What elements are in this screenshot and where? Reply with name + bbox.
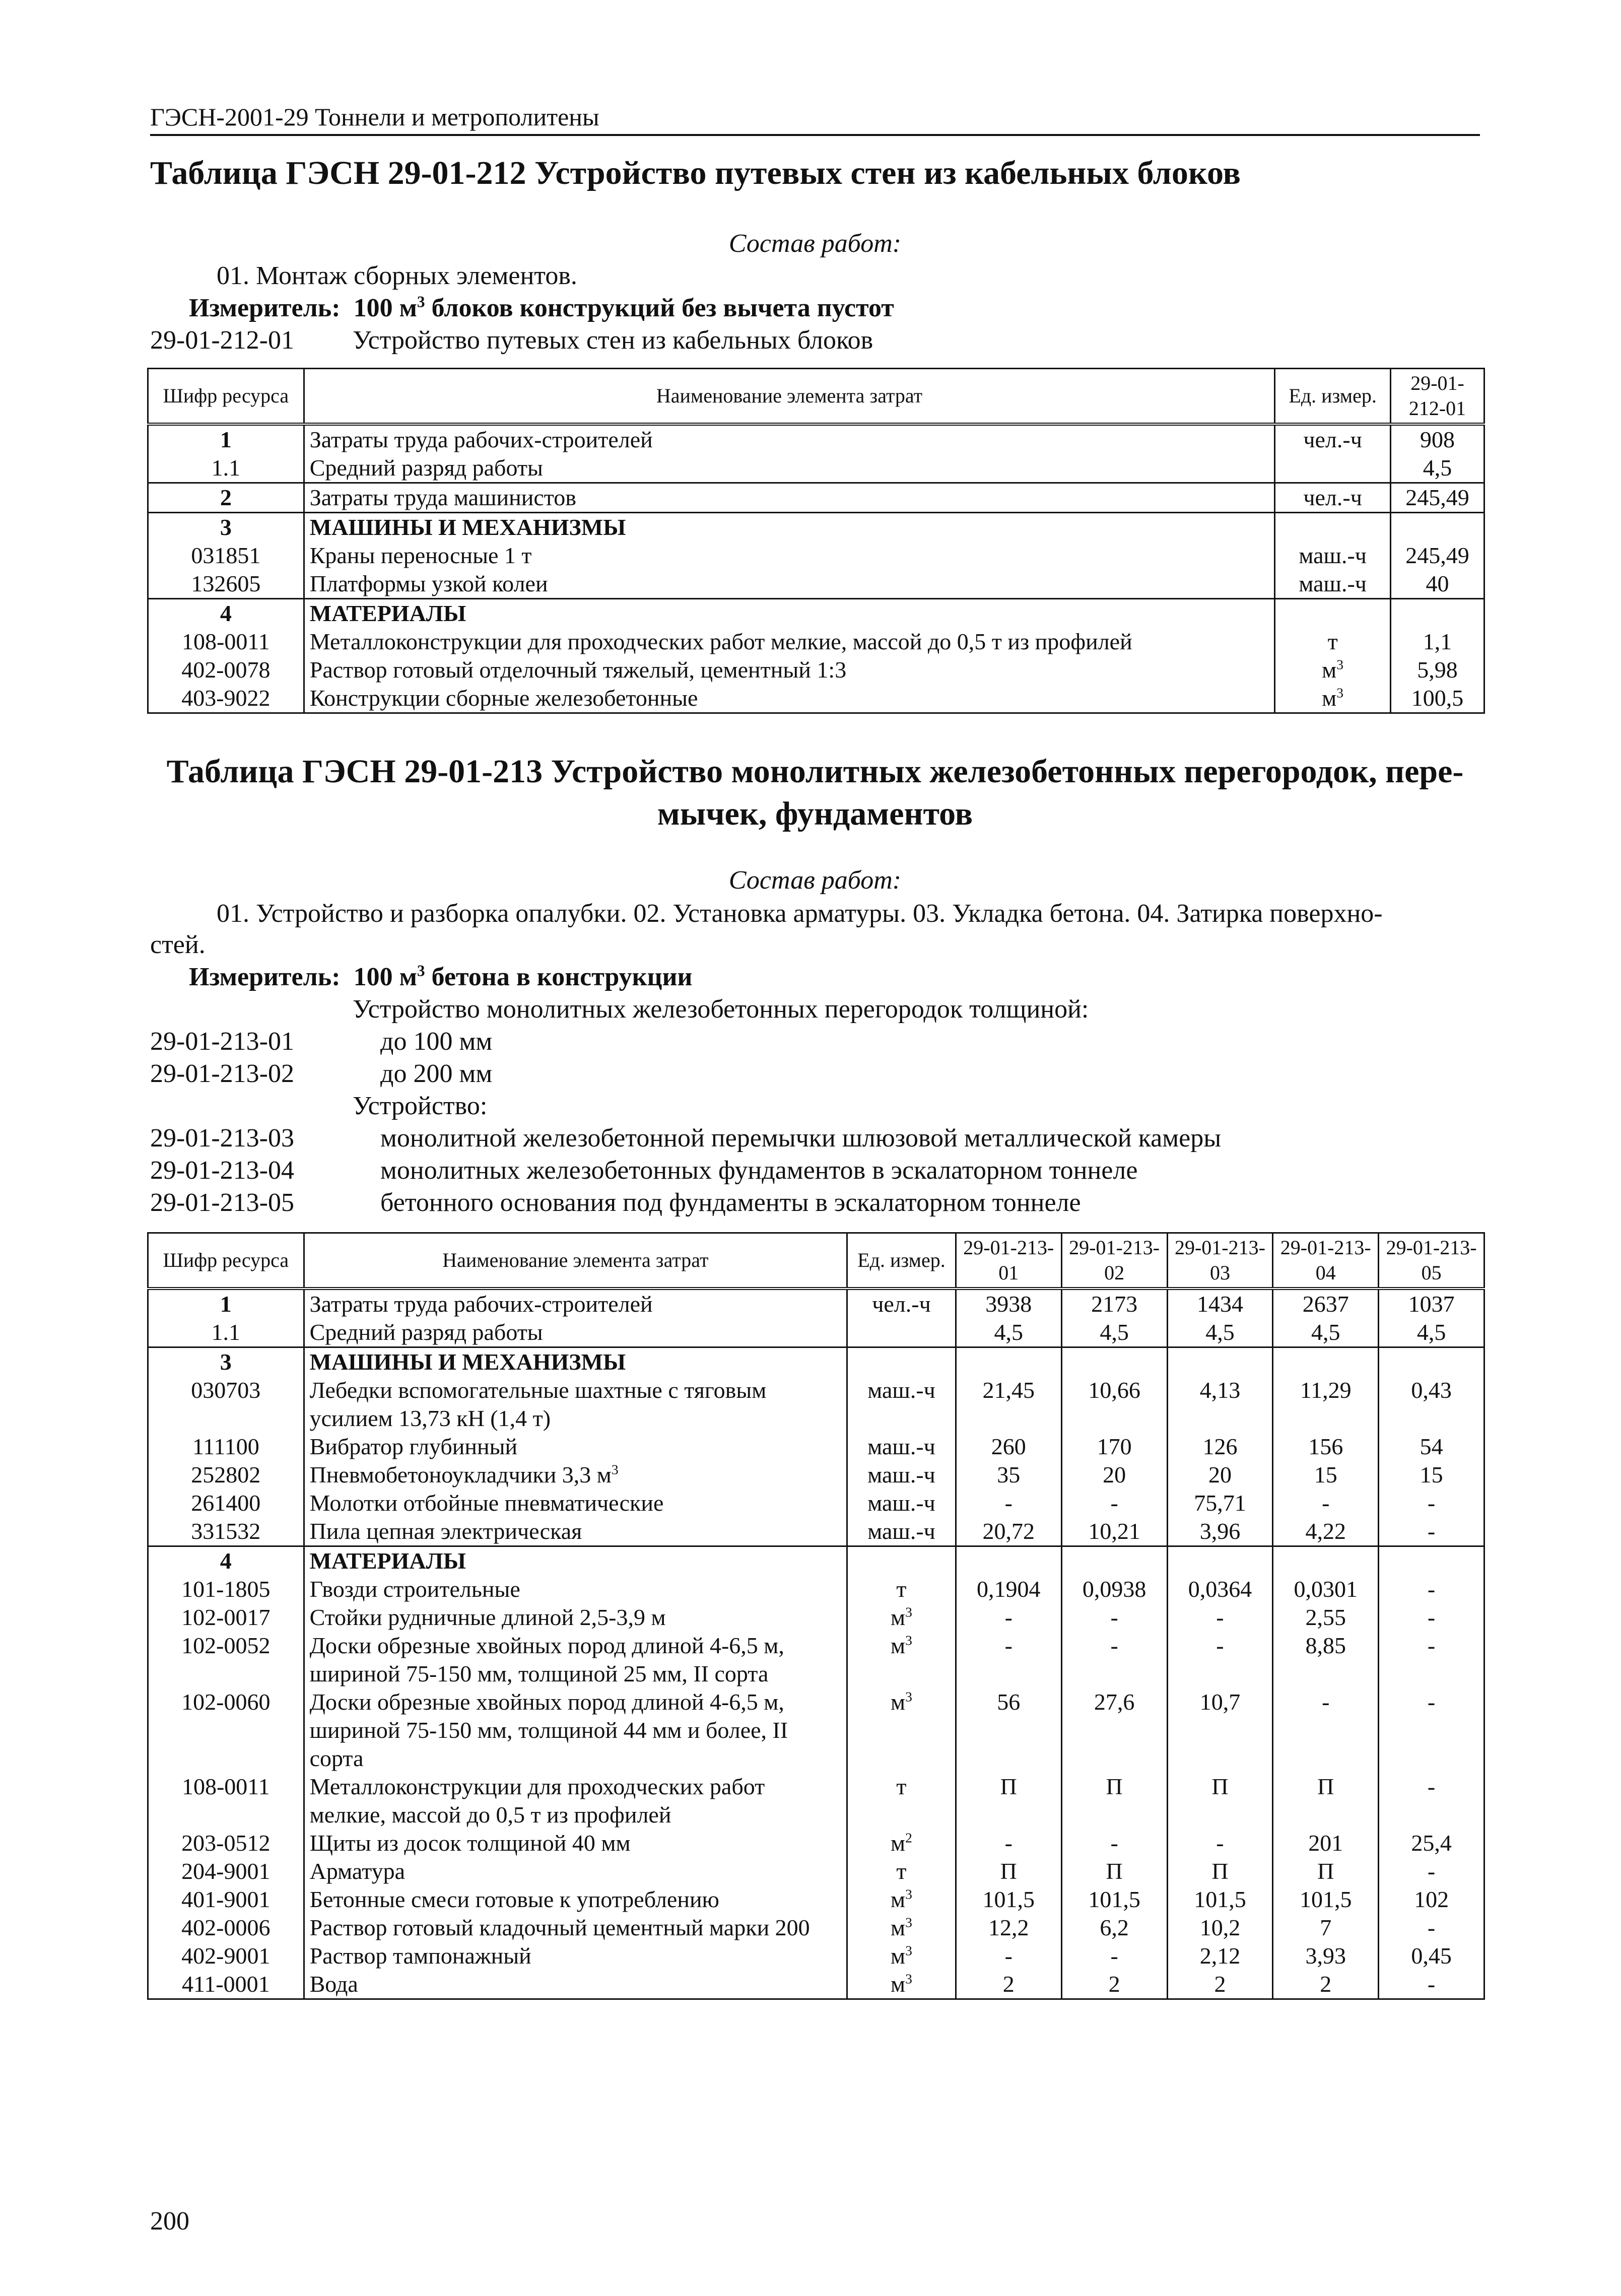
table1-sostav-label: Состав работ:	[728, 229, 902, 258]
resource-value: 12,2	[956, 1914, 1061, 1942]
resource-name: Затраты труда машинистов	[304, 483, 1274, 512]
resource-value: 4,5	[956, 1318, 1061, 1347]
resource-value: -	[1061, 1942, 1167, 1970]
unit-exponent: 3	[905, 1604, 912, 1620]
resource-name: Пила цепная электрическая	[304, 1517, 847, 1546]
table2-v4-code: 29-01-213-04	[150, 1156, 294, 1185]
resource-value: 0,0364	[1167, 1575, 1273, 1603]
table-row	[148, 1376, 1484, 1433]
resource-value: 4,5	[1167, 1318, 1273, 1347]
table2-v3-name: монолитной железобетонной перемычки шлюзовой металлической камеры	[380, 1124, 1222, 1153]
resource-name: Щиты из досок толщиной 40 мм	[304, 1829, 847, 1857]
resource-unit: маш.-ч	[847, 1461, 956, 1489]
resource-value: -	[1379, 1914, 1484, 1942]
resource-value: 11,29	[1273, 1376, 1379, 1433]
resource-value: П	[956, 1857, 1061, 1885]
resource-code: 101-1805	[148, 1575, 304, 1603]
t2-header-c1: 29-01-213-01	[956, 1233, 1061, 1289]
table-row	[148, 1942, 1484, 1970]
running-header: ГЭСН-2001-29 Тоннели и метрополитены	[150, 101, 1480, 136]
resource-code: 401-9001	[148, 1885, 304, 1914]
resource-value: 10,7	[1167, 1688, 1273, 1773]
table-row	[148, 1318, 1484, 1347]
resource-name: Средний разряд работы	[304, 454, 1274, 483]
table-row	[148, 512, 1484, 542]
resource-unit: маш.-ч	[847, 1433, 956, 1461]
unit-exponent: 3	[1336, 685, 1344, 701]
resource-code: 261400	[148, 1489, 304, 1517]
resource-unit: т	[847, 1857, 956, 1885]
resource-name: Арматура	[304, 1857, 847, 1885]
resource-value	[1391, 598, 1484, 628]
unit-exponent: 3	[905, 1886, 912, 1902]
resource-code: 1	[148, 424, 304, 454]
resource-unit	[1275, 454, 1391, 483]
resource-name: Затраты труда рабочих-строителей	[304, 424, 1274, 454]
resource-value: -	[1379, 1517, 1484, 1546]
table-row	[148, 1347, 1484, 1376]
resource-value: -	[1061, 1632, 1167, 1688]
resource-value: 4,5	[1391, 454, 1484, 483]
resource-value: 3938	[956, 1289, 1061, 1318]
resource-value: -	[1379, 1489, 1484, 1517]
resource-value	[1061, 1347, 1167, 1376]
resource-value	[1273, 1347, 1379, 1376]
resource-value: -	[1167, 1829, 1273, 1857]
resource-unit: $м^3$	[847, 1914, 956, 1942]
resource-value: П	[1061, 1773, 1167, 1829]
table2-group2: Устройство:	[353, 1092, 488, 1120]
resource-value: -	[1379, 1688, 1484, 1773]
resource-value: -	[1379, 1970, 1484, 1999]
resource-name: МАТЕРИАЛЫ	[304, 598, 1274, 628]
resource-value: -	[1379, 1575, 1484, 1603]
unit-exponent: 3	[905, 1689, 912, 1705]
resource-code: 4	[148, 598, 304, 628]
table-row	[148, 1857, 1484, 1885]
resource-unit: маш.-ч	[847, 1517, 956, 1546]
resource-name: Пневмобетоноукладчики 3,3 $м^3$	[304, 1461, 847, 1489]
resource-value: 101,5	[1167, 1885, 1273, 1914]
unit-exponent: 3	[905, 1632, 912, 1648]
resource-value: 2,12	[1167, 1942, 1273, 1970]
resource-value: 2637	[1273, 1289, 1379, 1318]
table-row	[148, 1289, 1484, 1318]
resource-unit: маш.-ч	[847, 1376, 956, 1433]
resource-value: 4,5	[1061, 1318, 1167, 1347]
resource-value: 4,22	[1273, 1517, 1379, 1546]
resource-value: 2	[1061, 1970, 1167, 1999]
t2-header-c2: 29-01-213-02	[1061, 1233, 1167, 1289]
resource-value	[1379, 1347, 1484, 1376]
resource-code: 111100	[148, 1433, 304, 1461]
resource-name: Раствор готовый кладочный цементный марки 200	[304, 1914, 847, 1942]
unit-exponent: 3	[1336, 656, 1344, 672]
table2-sostav-text-2: стей.	[150, 930, 206, 959]
resource-value: 0,45	[1379, 1942, 1484, 1970]
table2-body	[148, 1289, 1484, 1999]
resource-code: 108-0011	[148, 1773, 304, 1829]
unit-exponent: 3	[905, 1971, 912, 1987]
t2-header-c3: 29-01-213-03	[1167, 1233, 1273, 1289]
table-row	[148, 1433, 1484, 1461]
resource-value: 201	[1273, 1829, 1379, 1857]
resource-value: 7	[1273, 1914, 1379, 1942]
table2-v4-name: монолитных железобетонных фундаментов в эскалаторном тоннеле	[380, 1156, 1138, 1185]
resource-name: Конструкции сборные железобетонные	[304, 684, 1274, 713]
table-row	[148, 656, 1484, 684]
resource-value	[1379, 1546, 1484, 1575]
resource-code: 402-9001	[148, 1942, 304, 1970]
resource-value: 156	[1273, 1433, 1379, 1461]
resource-value: 101,5	[1061, 1885, 1167, 1914]
resource-value: -	[956, 1942, 1061, 1970]
resource-unit: $м^3$	[847, 1688, 956, 1773]
resource-code: 1.1	[148, 1318, 304, 1347]
table2-v1-name: до 100 мм	[380, 1027, 493, 1056]
resource-name: Бетонные смеси готовые к употреблению	[304, 1885, 847, 1914]
resource-code: 102-0052	[148, 1632, 304, 1688]
table-row	[148, 483, 1484, 512]
resource-value: 10,21	[1061, 1517, 1167, 1546]
t1-header-code: Шифр ресурса	[148, 369, 304, 424]
resource-code: 403-9022	[148, 684, 304, 713]
resource-unit	[1275, 598, 1391, 628]
resource-value: 0,43	[1379, 1376, 1484, 1433]
table2-sostav-text-1: 01. Устройство и разборка опалубки. 02. Установка арматуры. 03. Укладка бетона. 04. Затирка поверхно-	[217, 899, 1383, 928]
resource-value: -	[956, 1829, 1061, 1857]
resource-code: 252802	[148, 1461, 304, 1489]
resource-value: П	[1273, 1857, 1379, 1885]
resource-code: 402-0078	[148, 656, 304, 684]
table-row	[148, 1773, 1484, 1829]
resource-unit: $м^3$	[847, 1970, 956, 1999]
table-row	[148, 1461, 1484, 1489]
table2-sostav-label: Состав работ:	[728, 866, 902, 895]
resource-unit: $м^3$	[847, 1632, 956, 1688]
resource-code: 331532	[148, 1517, 304, 1546]
resource-value: 6,2	[1061, 1914, 1167, 1942]
resource-value: 101,5	[956, 1885, 1061, 1914]
t2-header-c4: 29-01-213-04	[1273, 1233, 1379, 1289]
table-row	[148, 542, 1484, 570]
table-row	[148, 1517, 1484, 1546]
resource-value: 170	[1061, 1433, 1167, 1461]
resource-value	[956, 1347, 1061, 1376]
resource-value: 3,96	[1167, 1517, 1273, 1546]
resource-value: П	[1273, 1773, 1379, 1829]
resource-name: МАТЕРИАЛЫ	[304, 1546, 847, 1575]
resource-name: Молотки отбойные пневматические	[304, 1489, 847, 1517]
resource-value	[1391, 512, 1484, 542]
table-row	[148, 1603, 1484, 1632]
resource-unit: чел.-ч	[847, 1289, 956, 1318]
resource-value: -	[1379, 1857, 1484, 1885]
resource-value: 1037	[1379, 1289, 1484, 1318]
resource-name: Металлоконструкции для проходческих работ мелкие, массой до 0,5 т из профилей	[304, 1773, 847, 1829]
resource-value: 40	[1391, 570, 1484, 599]
unit-exponent: 3	[905, 1942, 912, 1959]
resource-value: 260	[956, 1433, 1061, 1461]
resource-value: 20,72	[956, 1517, 1061, 1546]
table2-v2-name: до 200 мм	[380, 1059, 493, 1088]
resource-value: 5,98	[1391, 656, 1484, 684]
resource-unit: т	[847, 1773, 956, 1829]
resource-name: Затраты труда рабочих-строителей	[304, 1289, 847, 1318]
t1-header-name: Наименование элемента затрат	[304, 369, 1274, 424]
resource-name: Платформы узкой колеи	[304, 570, 1274, 599]
table1-sostav-text: 01. Монтаж сборных элементов.	[217, 261, 577, 290]
resource-value: 25,4	[1379, 1829, 1484, 1857]
resource-name: Краны переносные 1 т	[304, 542, 1274, 570]
resource-value: -	[956, 1632, 1061, 1688]
table2-v5-name: бетонного основания под фундаменты в эскалаторном тоннеле	[380, 1188, 1081, 1217]
table2-izmeritel: Измеритель: 100 $м^3$ бетона в конструкции	[189, 962, 693, 991]
resource-code: 203-0512	[148, 1829, 304, 1857]
resource-value: -	[1061, 1489, 1167, 1517]
resource-value: 35	[956, 1461, 1061, 1489]
table-row	[148, 1632, 1484, 1688]
resource-value: 2	[956, 1970, 1061, 1999]
resource-value: -	[1167, 1603, 1273, 1632]
resource-unit	[847, 1318, 956, 1347]
resource-value: П	[1167, 1773, 1273, 1829]
resource-value: 4,13	[1167, 1376, 1273, 1433]
table-row	[148, 1829, 1484, 1857]
resource-unit: маш.-ч	[1275, 542, 1391, 570]
resource-value: 245,49	[1391, 483, 1484, 512]
table1-izmeritel: Измеритель: 100 $м^3$ блоков конструкций без вычета пустот	[189, 293, 894, 322]
resource-value: 27,6	[1061, 1688, 1167, 1773]
resource-value: -	[1061, 1603, 1167, 1632]
resource-value: 75,71	[1167, 1489, 1273, 1517]
resource-name: Гвозди строительные	[304, 1575, 847, 1603]
resource-value: -	[1379, 1603, 1484, 1632]
resource-value: 102	[1379, 1885, 1484, 1914]
resource-value: 56	[956, 1688, 1061, 1773]
resource-value	[1061, 1546, 1167, 1575]
resource-name: Доски обрезные хвойных пород длиной 4-6,5 м, шириной 75-150 мм, толщиной 44 мм и более, II сорта	[304, 1688, 847, 1773]
resource-value: -	[956, 1489, 1061, 1517]
resource-name: Вибратор глубинный	[304, 1433, 847, 1461]
resource-value: 0,1904	[956, 1575, 1061, 1603]
resource-value: 101,5	[1273, 1885, 1379, 1914]
name-exponent: 3	[611, 1461, 619, 1477]
resource-value: -	[1273, 1489, 1379, 1517]
table1-title: Таблица ГЭСН 29-01-212 Устройство путевых стен из кабельных блоков	[150, 155, 1241, 191]
resource-value: 4,5	[1273, 1318, 1379, 1347]
resource-name: Вода	[304, 1970, 847, 1999]
table2-v5-code: 29-01-213-05	[150, 1188, 294, 1217]
resource-code: 132605	[148, 570, 304, 599]
resource-name: Доски обрезные хвойных пород длиной 4-6,5 м, шириной 75-150 мм, толщиной 25 мм, II сорта	[304, 1632, 847, 1688]
resource-value	[1167, 1347, 1273, 1376]
resource-value: 2	[1167, 1970, 1273, 1999]
table-row	[148, 628, 1484, 656]
table2-group1: Устройство монолитных железобетонных перегородок толщиной:	[353, 995, 1089, 1024]
resource-unit	[1275, 512, 1391, 542]
resource-value	[956, 1546, 1061, 1575]
resource-name: Раствор тампонажный	[304, 1942, 847, 1970]
resource-code: 2	[148, 483, 304, 512]
resource-name: Стойки рудничные длиной 2,5-3,9 м	[304, 1603, 847, 1632]
resource-unit: $м^2$	[847, 1829, 956, 1857]
resource-value: 1,1	[1391, 628, 1484, 656]
table2-title: Таблица ГЭСН 29-01-213 Устройство монолитных железобетонных перегородок, пере- мычек, фундаментов	[166, 753, 1464, 832]
resource-value: -	[956, 1603, 1061, 1632]
table-row	[148, 598, 1484, 628]
resource-unit: маш.-ч	[1275, 570, 1391, 599]
table-row	[148, 1575, 1484, 1603]
resource-value: 2,55	[1273, 1603, 1379, 1632]
resource-unit	[847, 1347, 956, 1376]
table-row	[148, 454, 1484, 483]
resource-value: 15	[1273, 1461, 1379, 1489]
resource-unit: чел.-ч	[1275, 424, 1391, 454]
resource-value	[1273, 1546, 1379, 1575]
resource-value: 2173	[1061, 1289, 1167, 1318]
resource-value: 908	[1391, 424, 1484, 454]
resource-value: 0,0301	[1273, 1575, 1379, 1603]
resource-code: 204-9001	[148, 1857, 304, 1885]
t2-header-name: Наименование элемента затрат	[304, 1233, 847, 1289]
table-row	[148, 424, 1484, 454]
resource-value: 15	[1379, 1461, 1484, 1489]
resource-code: 102-0017	[148, 1603, 304, 1632]
resource-unit: чел.-ч	[1275, 483, 1391, 512]
resource-code: 102-0060	[148, 1688, 304, 1773]
resource-unit: $м^3$	[1275, 684, 1391, 713]
resource-value: -	[1273, 1688, 1379, 1773]
unit-exponent: 2	[905, 1830, 912, 1846]
resource-value	[1167, 1546, 1273, 1575]
resource-code: 3	[148, 512, 304, 542]
resource-value: 245,49	[1391, 542, 1484, 570]
resource-value: 20	[1061, 1461, 1167, 1489]
table-row	[148, 570, 1484, 599]
resource-value: 0,0938	[1061, 1575, 1167, 1603]
resource-value: 54	[1379, 1433, 1484, 1461]
resource-name: Средний разряд работы	[304, 1318, 847, 1347]
t1-header-unit: Ед. измер.	[1275, 369, 1391, 424]
table2-v2-code: 29-01-213-02	[150, 1059, 294, 1088]
resource-value: -	[1379, 1632, 1484, 1688]
resource-code: 108-0011	[148, 628, 304, 656]
resource-value: 126	[1167, 1433, 1273, 1461]
t1-header-col1: 29-01-212-01	[1391, 369, 1484, 424]
resource-code: 3	[148, 1347, 304, 1376]
table2-resources	[147, 1232, 1485, 2000]
resource-value: 21,45	[956, 1376, 1061, 1433]
resource-value: 100,5	[1391, 684, 1484, 713]
t2-header-code: Шифр ресурса	[148, 1233, 304, 1289]
page-number: 200	[150, 2207, 189, 2236]
resource-unit	[847, 1546, 956, 1575]
resource-name: МАШИНЫ И МЕХАНИЗМЫ	[304, 512, 1274, 542]
resource-code: 1.1	[148, 454, 304, 483]
resource-value: 3,93	[1273, 1942, 1379, 1970]
table-row	[148, 1885, 1484, 1914]
table-row	[148, 1914, 1484, 1942]
resource-name: Раствор готовый отделочный тяжелый, цементный 1:3	[304, 656, 1274, 684]
table-row	[148, 1970, 1484, 1999]
resource-code: 031851	[148, 542, 304, 570]
resource-name: Металлоконструкции для проходческих работ мелкие, массой до 0,5 т из профилей	[304, 628, 1274, 656]
resource-value: 10,2	[1167, 1914, 1273, 1942]
resource-value: П	[956, 1773, 1061, 1829]
resource-code: 4	[148, 1546, 304, 1575]
resource-name: Лебедки вспомогательные шахтные с тяговым усилием 13,73 кН (1,4 т)	[304, 1376, 847, 1433]
t2-header-unit: Ед. измер.	[847, 1233, 956, 1289]
table-row	[148, 1489, 1484, 1517]
table1-variant-code: 29-01-212-01	[150, 326, 294, 355]
resource-unit: $м^3$	[847, 1885, 956, 1914]
resource-value: П	[1167, 1857, 1273, 1885]
resource-value: 4,5	[1379, 1318, 1484, 1347]
t2-header-c5: 29-01-213-05	[1379, 1233, 1484, 1289]
resource-name: МАШИНЫ И МЕХАНИЗМЫ	[304, 1347, 847, 1376]
resource-value: -	[1167, 1632, 1273, 1688]
table2-v1-code: 29-01-213-01	[150, 1027, 294, 1056]
resource-code: 1	[148, 1289, 304, 1318]
resource-code: 411-0001	[148, 1970, 304, 1999]
table2-v3-code: 29-01-213-03	[150, 1124, 294, 1153]
resource-value: 1434	[1167, 1289, 1273, 1318]
resource-code: 030703	[148, 1376, 304, 1433]
table1-variant-name: Устройство путевых стен из кабельных блоков	[353, 326, 873, 355]
table-row	[148, 1688, 1484, 1773]
table1-body	[148, 424, 1484, 713]
resource-code: 402-0006	[148, 1914, 304, 1942]
table1-resources	[147, 368, 1485, 714]
resource-value: 10,66	[1061, 1376, 1167, 1433]
resource-unit: $м^3$	[1275, 656, 1391, 684]
table-row	[148, 1546, 1484, 1575]
unit-exponent: 3	[905, 1914, 912, 1930]
resource-unit: т	[1275, 628, 1391, 656]
resource-value: 20	[1167, 1461, 1273, 1489]
resource-value: П	[1061, 1857, 1167, 1885]
resource-value: -	[1061, 1829, 1167, 1857]
table-row	[148, 684, 1484, 713]
resource-value: 2	[1273, 1970, 1379, 1999]
resource-unit: т	[847, 1575, 956, 1603]
resource-unit: маш.-ч	[847, 1489, 956, 1517]
resource-value: -	[1379, 1773, 1484, 1829]
resource-unit: $м^3$	[847, 1942, 956, 1970]
resource-value: 8,85	[1273, 1632, 1379, 1688]
resource-unit: $м^3$	[847, 1603, 956, 1632]
